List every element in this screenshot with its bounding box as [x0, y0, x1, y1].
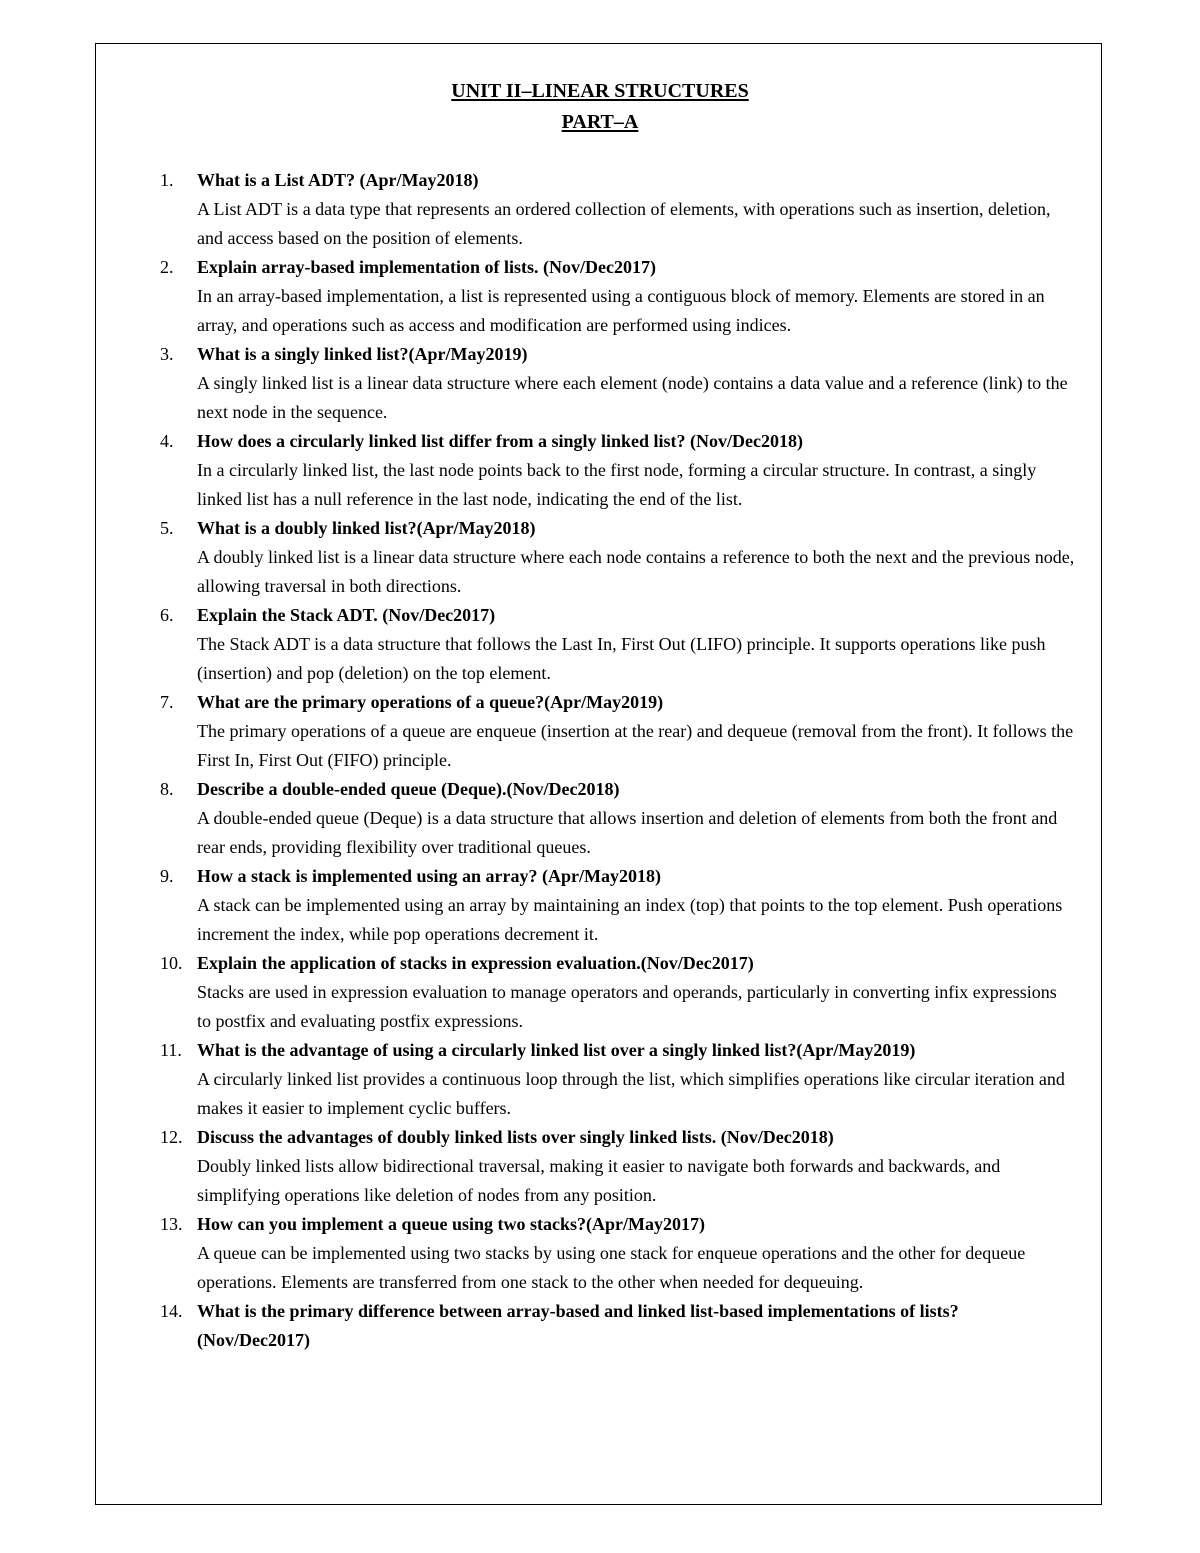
question-item-5	[160, 514, 1075, 601]
question-item-7	[160, 688, 1075, 775]
question-item-14	[160, 1297, 1075, 1355]
question-item-4	[160, 427, 1075, 514]
question-item-6	[160, 601, 1075, 688]
question-item-3	[160, 340, 1075, 427]
answer-text: A queue can be implemented using two stacks by using one stack for enqueue operations and the other for dequeue operations. Elements are transferred from one stack to the other when needed for dequeuing.	[197, 1243, 1026, 1292]
answer-text: A circularly linked list provides a continuous loop through the list, which simplifies operations like circular iteration and makes it easier to implement cyclic buffers.	[197, 1069, 1065, 1118]
question-text: Explain array-based implementation of lists. (Nov/Dec2017)	[197, 257, 656, 277]
question-item-8	[160, 775, 1075, 862]
question-list	[160, 166, 1075, 1355]
document-subtitle: PART–A	[561, 111, 639, 133]
question-text: Explain the Stack ADT. (Nov/Dec2017)	[197, 605, 496, 625]
answer-text: The Stack ADT is a data structure that follows the Last In, First Out (LIFO) principle. It supports operations like push (insertion) and pop (deletion) on the top element.	[197, 634, 1046, 683]
document-title: UNIT II–LINEAR STRUCTURES	[451, 80, 749, 102]
question-number: 11.	[160, 1040, 182, 1060]
question-number: 4.	[160, 431, 174, 451]
answer-text: A List ADT is a data type that represents an ordered collection of elements, with operations such as insertion, deletion, and access based on the position of elements.	[197, 199, 1051, 248]
answer-text: Doubly linked lists allow bidirectional traversal, making it easier to navigate both forwards and backwards, and simplifying operations like deletion of nodes from any position.	[197, 1156, 1001, 1205]
question-item-11	[160, 1036, 1075, 1123]
question-text: What is a singly linked list?(Apr/May2019)	[197, 344, 528, 364]
question-number: 2.	[160, 257, 174, 277]
question-text: How does a circularly linked list differ from a singly linked list? (Nov/Dec2018)	[197, 431, 803, 451]
answer-text: A doubly linked list is a linear data structure where each node contains a reference to both the next and the previous node, allowing traversal in both directions.	[197, 547, 1075, 596]
question-number: 14.	[160, 1301, 183, 1321]
question-number: 10.	[160, 953, 183, 973]
answer-text: A double-ended queue (Deque) is a data structure that allows insertion and deletion of elements from both the front and rear ends, providing flexibility over traditional queues.	[197, 808, 1058, 857]
question-text: Describe a double-ended queue (Deque).(Nov/Dec2018)	[197, 779, 620, 799]
answer-text: Stacks are used in expression evaluation to manage operators and operands, particularly in converting infix expressions to postfix and evaluating postfix expressions.	[197, 982, 1057, 1031]
question-text: What is a doubly linked list?(Apr/May2018)	[197, 518, 536, 538]
question-item-9	[160, 862, 1075, 949]
question-text: What are the primary operations of a queue?(Apr/May2019)	[197, 692, 664, 712]
question-item-2	[160, 253, 1075, 340]
question-text: Discuss the advantages of doubly linked lists over singly linked lists. (Nov/Dec2018)	[197, 1127, 834, 1147]
question-item-10	[160, 949, 1075, 1036]
answer-text: In a circularly linked list, the last node points back to the first node, forming a circular structure. In contrast, a singly linked list has a null reference in the last node, indicating the end of the list.	[197, 460, 1037, 509]
question-text: What is the advantage of using a circularly linked list over a singly linked list?(Apr/May2019)	[197, 1040, 916, 1060]
question-number: 13.	[160, 1214, 183, 1234]
answer-text: The primary operations of a queue are enqueue (insertion at the rear) and dequeue (removal from the front). It follows the First In, First Out (FIFO) principle.	[197, 721, 1074, 770]
question-number: 8.	[160, 779, 174, 799]
question-number: 5.	[160, 518, 174, 538]
question-number: 6.	[160, 605, 174, 625]
question-number: 12.	[160, 1127, 183, 1147]
question-text: What is the primary difference between array-based and linked list-based implementations of lists? (Nov/Dec2017)	[197, 1301, 959, 1350]
question-number: 7.	[160, 692, 174, 712]
question-text: What is a List ADT? (Apr/May2018)	[197, 170, 479, 190]
answer-text: A stack can be implemented using an array by maintaining an index (top) that points to the top element. Push operations increment the index, while pop operations decrement it.	[197, 895, 1063, 944]
question-item-13	[160, 1210, 1075, 1297]
question-text: Explain the application of stacks in expression evaluation.(Nov/Dec2017)	[197, 953, 754, 973]
answer-text: In an array-based implementation, a list is represented using a contiguous block of memory. Elements are stored in an array, and operations such as access and modification are performed using indices.	[197, 286, 1045, 335]
question-text: How a stack is implemented using an array? (Apr/May2018)	[197, 866, 661, 886]
question-text: How can you implement a queue using two stacks?(Apr/May2017)	[197, 1214, 706, 1234]
answer-text: A singly linked list is a linear data structure where each element (node) contains a data value and a reference (link) to the next node in the sequence.	[197, 373, 1068, 422]
question-item-12	[160, 1123, 1075, 1210]
question-item-1	[160, 166, 1075, 253]
question-number: 3.	[160, 344, 174, 364]
question-number: 9.	[160, 866, 174, 886]
question-number: 1.	[160, 170, 174, 190]
